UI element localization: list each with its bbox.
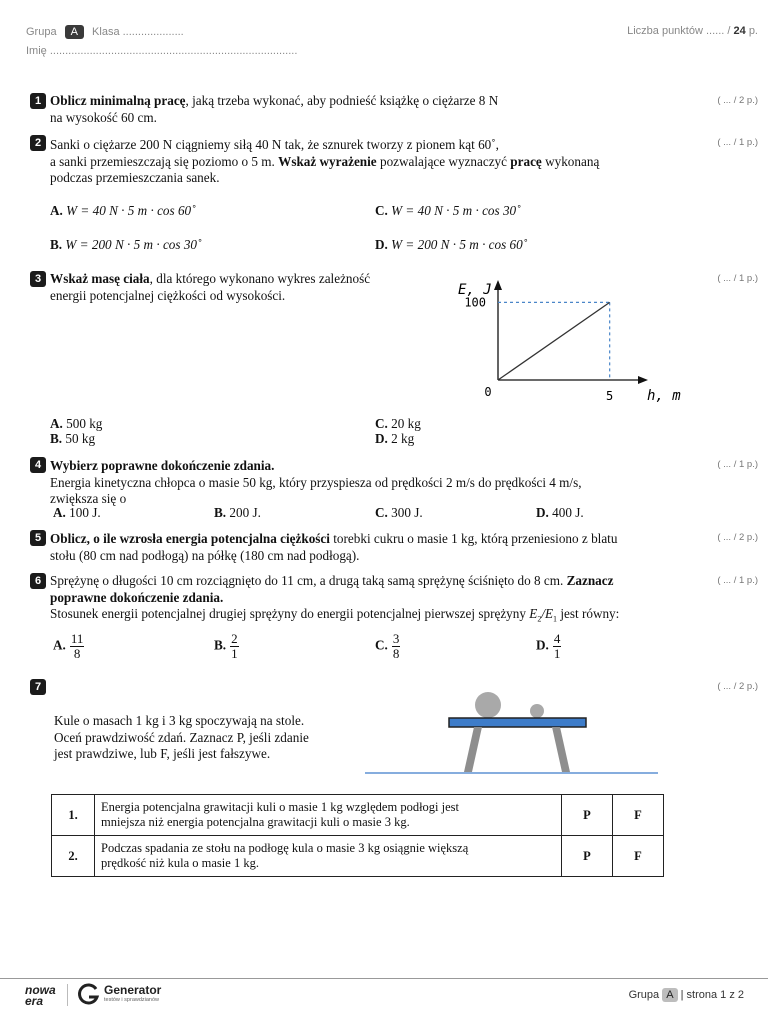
q2-option-c[interactable] xyxy=(375,203,521,219)
q3-option-b[interactable] xyxy=(50,431,95,447)
q4-option-c[interactable] xyxy=(375,505,423,521)
q5-points: ( ... / 2 p.) xyxy=(717,532,758,543)
question-7-text xyxy=(54,713,309,763)
table-row xyxy=(52,836,664,877)
statement-line2: prędkość niż kula o masie 1 kg. xyxy=(101,856,259,870)
q6-line3a: Stosunek energii potencjalnej drugiej sprężyny do energii potencjalnej pierwszej sprężyny xyxy=(50,606,530,621)
energy-height-chart xyxy=(440,272,700,412)
question-2-text xyxy=(50,137,599,187)
q7-points: ( ... / 2 p.) xyxy=(717,681,758,692)
ball-1kg-icon xyxy=(530,704,544,718)
q1-rest: , jaką trzeba wykonać, aby podnieść książkę o ciężarze 8 N xyxy=(185,93,499,108)
q5-rest: torebki cukru o masie 1 kg, którą przeniesiono z blatu xyxy=(329,531,618,546)
ratio-e2: E xyxy=(529,606,538,621)
option-text: 100 J. xyxy=(69,505,101,520)
q5-line2: stołu (80 cm nad podłogą) na półkę (180 cm nad podłogą). xyxy=(50,547,360,563)
q4-bold: Wybierz poprawne dokończenie zdania. xyxy=(50,458,275,473)
q4-option-a[interactable] xyxy=(53,505,101,521)
y-axis-arrow xyxy=(494,280,502,290)
q5-bold: Oblicz, o ile wzrosła energia potencjalna ciężkości xyxy=(50,531,330,546)
table-leg-left xyxy=(464,727,482,772)
option-letter: D. xyxy=(536,505,549,520)
footer-divider xyxy=(0,978,768,979)
fraction-denominator: 1 xyxy=(231,646,238,661)
fraction xyxy=(553,632,562,661)
q2-line2d: pracę xyxy=(510,153,542,169)
answer-true-cell[interactable]: P xyxy=(562,836,613,877)
option-text: 400 J. xyxy=(552,505,584,520)
q4-option-b[interactable] xyxy=(214,505,261,521)
row-statement xyxy=(95,795,562,836)
q1-bold: Oblicz minimalną pracę xyxy=(50,93,186,108)
header-group xyxy=(26,25,184,39)
row-number: 1. xyxy=(52,795,95,836)
question-4-text xyxy=(50,458,582,508)
fraction-denominator: 8 xyxy=(73,646,81,661)
q6-option-b[interactable] xyxy=(214,632,239,661)
group-label: Grupa xyxy=(26,26,57,38)
row-statement xyxy=(95,836,562,877)
statement-line1: Podczas spadania ze stołu na podłogę kula o masie 3 kg osiągnie większą xyxy=(101,841,469,855)
question-3-text xyxy=(50,271,370,304)
option-letter: C. xyxy=(375,505,388,520)
option-letter: A. xyxy=(53,505,66,520)
series-line xyxy=(498,302,610,380)
true-false-table xyxy=(51,794,664,877)
y-axis-label: E, J xyxy=(458,282,492,298)
option-letter: B. xyxy=(214,637,227,653)
table-row xyxy=(52,795,664,836)
q4-option-d[interactable] xyxy=(536,505,584,521)
table-top xyxy=(449,718,586,727)
x-axis-label: h, m xyxy=(647,388,681,404)
answer-false-cell[interactable]: F xyxy=(613,836,664,877)
option-text: W = 40 N · 5 m · cos 60˚ xyxy=(66,203,196,218)
q2-line2b: Wskaż wyrażenie xyxy=(278,153,377,169)
fraction-denominator: 8 xyxy=(392,646,400,661)
q6-option-a[interactable] xyxy=(53,632,84,661)
answer-true-cell[interactable]: P xyxy=(562,795,613,836)
x-tick-label-0: 0 xyxy=(484,385,492,399)
option-text: 50 kg xyxy=(65,431,96,446)
fraction xyxy=(392,632,401,661)
option-text: 20 kg xyxy=(391,416,421,431)
fraction-numerator: 2 xyxy=(231,631,238,646)
fraction-numerator: 11 xyxy=(70,631,84,646)
option-letter: B. xyxy=(214,505,227,520)
q6-line3b: jest równy: xyxy=(557,606,620,621)
class-label: Klasa .................... xyxy=(92,26,184,38)
option-letter: D. xyxy=(536,637,549,653)
row-number: 2. xyxy=(52,836,95,877)
ratio-sub1: 1 xyxy=(553,614,558,624)
q2-points: ( ... / 1 p.) xyxy=(717,137,758,148)
option-text: 500 kg xyxy=(66,416,103,431)
option-letter: A. xyxy=(53,637,66,653)
q7-line1: Kule o masach 1 kg i 3 kg spoczywają na stole. xyxy=(54,713,305,728)
footer-group-badge: A xyxy=(662,988,677,1002)
option-text: 2 kg xyxy=(391,431,415,446)
points-total: 24 xyxy=(733,25,746,37)
fraction-numerator: 4 xyxy=(553,631,561,646)
x-axis-arrow xyxy=(638,376,648,384)
fraction xyxy=(70,632,85,661)
q4-line2: Energia kinetyczna chłopca o masie 50 kg, który przyspiesza od prędkości 2 m/s do prędkości 4 m/s, xyxy=(50,474,582,490)
y-tick-label: 100 xyxy=(464,295,486,310)
q2-line3: podczas przemieszczania sanek. xyxy=(50,170,220,185)
q2-option-b[interactable] xyxy=(50,237,201,253)
q2-line2a: a sanki przemieszczają się poziomo o 5 m. xyxy=(50,153,279,169)
option-letter: D. xyxy=(375,237,388,252)
fraction xyxy=(230,632,239,661)
question-1-text xyxy=(50,93,498,126)
q3-option-d[interactable] xyxy=(375,431,414,447)
logo-line1: nowa xyxy=(25,983,56,997)
logo-line2: era xyxy=(25,994,44,1008)
option-letter: B. xyxy=(50,431,63,446)
q3-option-a[interactable] xyxy=(50,416,102,432)
question-number-2: 2 xyxy=(30,135,46,151)
q3-line2: energii potencjalnej ciężkości od wysokości. xyxy=(50,287,286,303)
option-letter: A. xyxy=(50,416,63,431)
ratio-slash: /E xyxy=(541,606,554,621)
q4-points: ( ... / 1 p.) xyxy=(717,459,758,470)
option-text: W = 200 N · 5 m · cos 60˚ xyxy=(391,237,528,252)
question-number-3: 3 xyxy=(30,271,46,287)
statement-line2: mniejsza niż energia potencjalna grawitacji kuli o masie 3 kg. xyxy=(101,815,410,829)
x-tick-label-5: 5 xyxy=(606,389,614,403)
footer-group-label: Grupa xyxy=(628,989,660,1001)
points-label: Liczba punktów ...... / xyxy=(627,25,731,37)
q2-option-a[interactable] xyxy=(50,203,196,219)
fraction-denominator: 1 xyxy=(553,646,561,661)
q1-line2: na wysokość 60 cm. xyxy=(50,109,157,125)
header-points xyxy=(627,25,758,37)
option-letter: C. xyxy=(375,416,388,431)
nowa-era-logo xyxy=(25,985,56,1007)
q3-points: ( ... / 1 p.) xyxy=(717,273,758,284)
name-label: Imię ................................................................................. xyxy=(26,45,298,57)
question-number-5: 5 xyxy=(30,530,46,546)
generator-title: Generator xyxy=(104,983,162,997)
q2-line2c: pozwalające wyznaczyć xyxy=(376,153,511,169)
q6-points: ( ... / 1 p.) xyxy=(717,575,758,586)
footer-page-info xyxy=(629,988,744,1002)
table-with-balls-illustration xyxy=(362,688,662,778)
points-suffix: p. xyxy=(748,25,758,37)
question-number-1: 1 xyxy=(30,93,46,109)
ball-3kg-icon xyxy=(475,692,501,718)
generator-logo-icon xyxy=(77,983,101,1007)
option-letter: C. xyxy=(375,637,388,653)
q2-option-d[interactable] xyxy=(375,237,527,253)
group-badge: A xyxy=(65,25,84,39)
option-text: 200 J. xyxy=(229,505,261,520)
q6-line1a: Sprężynę o długości 10 cm rozciągnięto do 11 cm, a drugą taką samą sprężynę ściśnięto do 8 cm. xyxy=(50,573,567,588)
option-letter: B. xyxy=(50,237,63,252)
option-text: W = 40 N · 5 m · cos 30˚ xyxy=(391,203,521,218)
question-6-text xyxy=(50,573,690,628)
page-number: | strona 1 z 2 xyxy=(680,989,744,1001)
question-5-text xyxy=(50,531,617,564)
question-number-7: 7 xyxy=(30,679,46,695)
table-leg-right xyxy=(552,727,570,772)
q7-line2: Oceń prawdziwość zdań. Zaznacz P, jeśli zdanie xyxy=(54,729,309,745)
answer-false-cell[interactable]: F xyxy=(613,795,664,836)
q6-line1b: Zaznacz xyxy=(566,573,614,588)
option-letter: A. xyxy=(50,203,63,218)
option-letter: C. xyxy=(375,203,388,218)
q2-line2e: wykonaną xyxy=(541,153,600,169)
q6-option-d[interactable] xyxy=(536,632,561,661)
ratio-sub2: 2 xyxy=(537,614,542,624)
question-number-4: 4 xyxy=(30,457,46,473)
option-text: 300 J. xyxy=(391,505,423,520)
q3-rest: , dla którego wykonano wykres zależność xyxy=(149,271,371,286)
generator-subtitle: testów i sprawdzianów xyxy=(104,997,160,1003)
option-letter: D. xyxy=(375,431,388,446)
q3-bold: Wskaż masę ciała xyxy=(50,271,150,286)
q7-line3: jest prawdziwe, lub F, jeśli jest fałszywe. xyxy=(54,746,271,761)
q6-option-c[interactable] xyxy=(375,632,400,661)
logo-divider xyxy=(67,984,68,1006)
q3-option-c[interactable] xyxy=(375,416,421,432)
q2-line1: Sanki o ciężarze 200 N ciągniemy siłą 40 N tak, że sznurek tworzy z pionem kąt 60˚, xyxy=(50,137,499,152)
question-number-6: 6 xyxy=(30,573,46,589)
q6-line2: poprawne dokończenie zdania. xyxy=(50,589,224,605)
statement-line1: Energia potencjalna grawitacji kuli o masie 1 kg względem podłogi jest xyxy=(101,800,460,814)
q1-points: ( ... / 2 p.) xyxy=(717,95,758,106)
q4-line3: zwiększa się o xyxy=(50,491,127,506)
option-text: W = 200 N · 5 m · cos 30˚ xyxy=(65,237,202,252)
fraction-numerator: 3 xyxy=(392,631,400,646)
